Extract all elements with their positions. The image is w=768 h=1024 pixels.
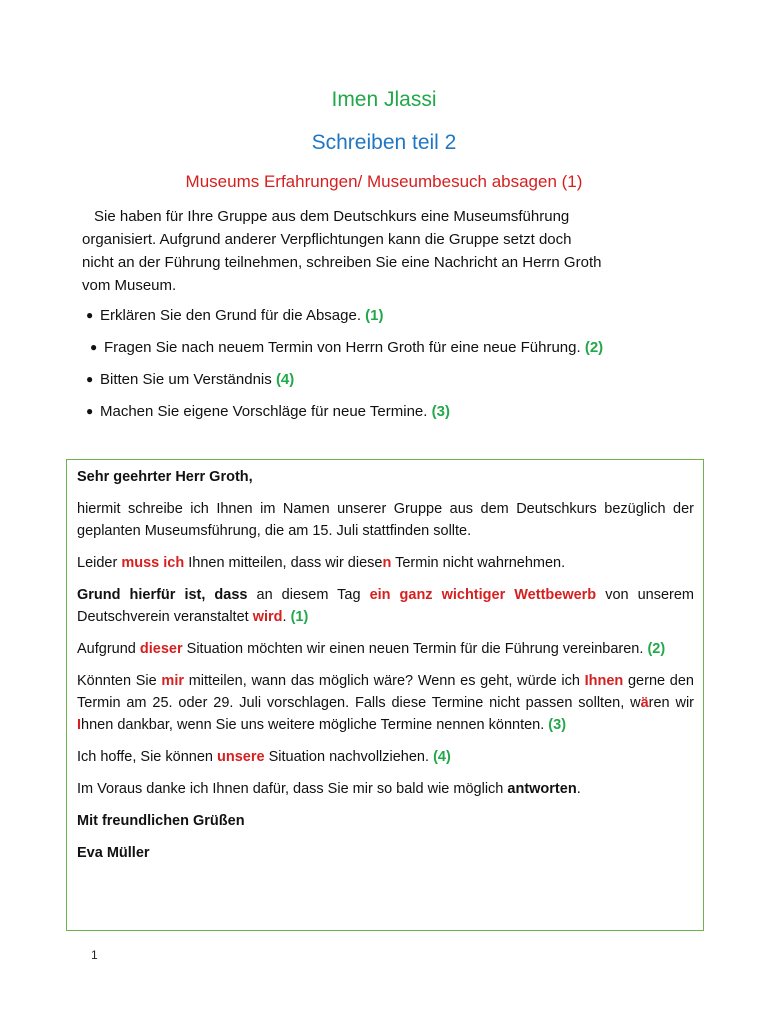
letter-body: [77, 466, 694, 874]
bullet-icon: ●: [90, 340, 98, 354]
task-line: Sie haben für Ihre Gruppe aus dem Deutschkurs eine Museumsführung: [94, 208, 570, 225]
bullet-item: [86, 367, 706, 399]
letter-paragraph: Grund hierfür ist, dass an diesem Tag ein ganz wichtiger Wettbewerb von unserem Deutschverein veranstaltet wird. (1): [77, 587, 695, 625]
bullet-item: [86, 303, 706, 335]
author-name: Imen Jlassi: [331, 88, 437, 111]
letter-paragraph: Könnten Sie mir mitteilen, wann das möglich wäre? Wenn es geht, würde ich Ihnen gerne den Termin am 25. oder 29. Juli vorschlagen. Falls diese Termine nicht passen sollten, wären wir Ihnen dankbar, wenn Sie uns weitere mögliche Termine nennen könnten. (3): [77, 673, 694, 733]
letter-paragraph: Aufgrund dieser Situation möchten wir einen neuen Termin für die Führung vereinbaren. (2): [77, 641, 666, 657]
bullet-text: Bitten Sie um Verständnis: [100, 371, 272, 388]
bullet-text: Erklären Sie den Grund für die Absage.: [100, 307, 361, 324]
document-subtitle: Schreiben teil 2: [311, 131, 457, 154]
task-line: vom Museum.: [82, 277, 177, 294]
bullet-icon: ●: [86, 308, 94, 322]
letter-signature: Eva Müller: [77, 845, 150, 861]
task-bullet-list: [86, 303, 706, 431]
bullet-icon: ●: [86, 404, 94, 418]
bullet-item: [86, 335, 706, 367]
bullet-number: (1): [365, 307, 384, 324]
bullet-number: (3): [431, 403, 450, 420]
letter-paragraph: Ich hoffe, Sie können unsere Situation nachvollziehen. (4): [77, 749, 451, 765]
page-number: 1: [91, 948, 98, 962]
task-topic: Museums Erfahrungen/ Museumbesuch absagen (1): [185, 172, 583, 191]
bullet-text: Machen Sie eigene Vorschläge für neue Termine.: [100, 403, 428, 420]
letter-paragraph: Im Voraus danke ich Ihnen dafür, dass Sie mir so bald wie möglich antworten.: [77, 781, 581, 797]
task-line: nicht an der Führung teilnehmen, schreiben Sie eine Nachricht an Herrn Groth: [82, 254, 602, 271]
bullet-item: [86, 399, 706, 431]
task-line: organisiert. Aufgrund anderer Verpflichtungen kann die Gruppe setzt doch: [82, 231, 572, 248]
letter-salutation: Sehr geehrter Herr Groth,: [77, 469, 253, 485]
bullet-text: Fragen Sie nach neuem Termin von Herrn Groth für eine neue Führung.: [104, 339, 581, 356]
task-description: [82, 205, 692, 297]
letter-paragraph: hiermit schreibe ich Ihnen im Namen unserer Gruppe aus dem Deutschkurs bezüglich der geplanten Museumsführung, die am 15. Juli stattfinden sollte.: [77, 501, 694, 539]
letter-paragraph: Leider muss ich Ihnen mitteilen, dass wir diesen Termin nicht wahrnehmen.: [77, 555, 566, 571]
bullet-number: (4): [275, 371, 295, 388]
bullet-icon: ●: [86, 372, 94, 386]
bullet-number: (2): [584, 339, 604, 356]
letter-closing: Mit freundlichen Grüßen: [77, 813, 245, 829]
